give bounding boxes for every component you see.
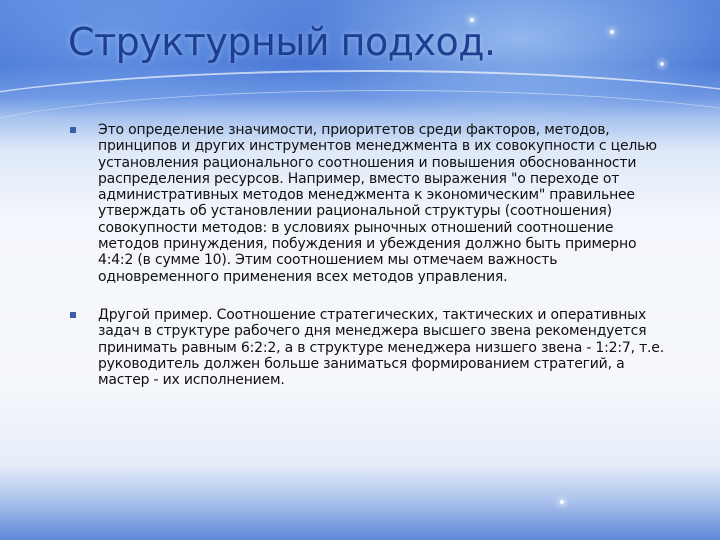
- sparkle-icon: [660, 62, 664, 66]
- sparkle-icon: [610, 30, 614, 34]
- bullet-text: Это определение значимости, приоритетов среди факторов, методов, принципов и других инструментов менеджмента в их совокупности с целью установления рационального соотношения и повышения обоснованности распределения ресурсов. Например, вместо выражения "о переходе от административных методов менеджмента к экономическим" правильнее утверждать об установлении рациональной структуры (соотношения) совокупности методов: в условиях рыночных отношений соотношение методов принуждения, побуждения и убеждения должно быть примерно 4:4:2 (в сумме 10). Этим соотношением мы отмечаем важность одновременного применения всех методов управления.: [98, 122, 657, 285]
- bullet-list: [60, 122, 670, 388]
- square-bullet-icon: [70, 127, 76, 133]
- bullet-item: [60, 307, 670, 388]
- bullet-item: [60, 122, 670, 285]
- bullet-text: Другой пример. Соотношение стратегических, тактических и оперативных задач в структуре рабочего дня менеджера высшего звена рекомендуется принимать равным 6:2:2, а в структуре менеджера низшего звена - 1:2:7, т.е. руководитель должен больше заниматься формированием стратегий, а мастер - их исполнением.: [98, 306, 664, 389]
- square-bullet-icon: [70, 312, 76, 318]
- slide-title: Структурный подход.: [68, 20, 496, 64]
- decorative-wave-bottom: [0, 440, 720, 540]
- sparkle-icon: [560, 500, 564, 504]
